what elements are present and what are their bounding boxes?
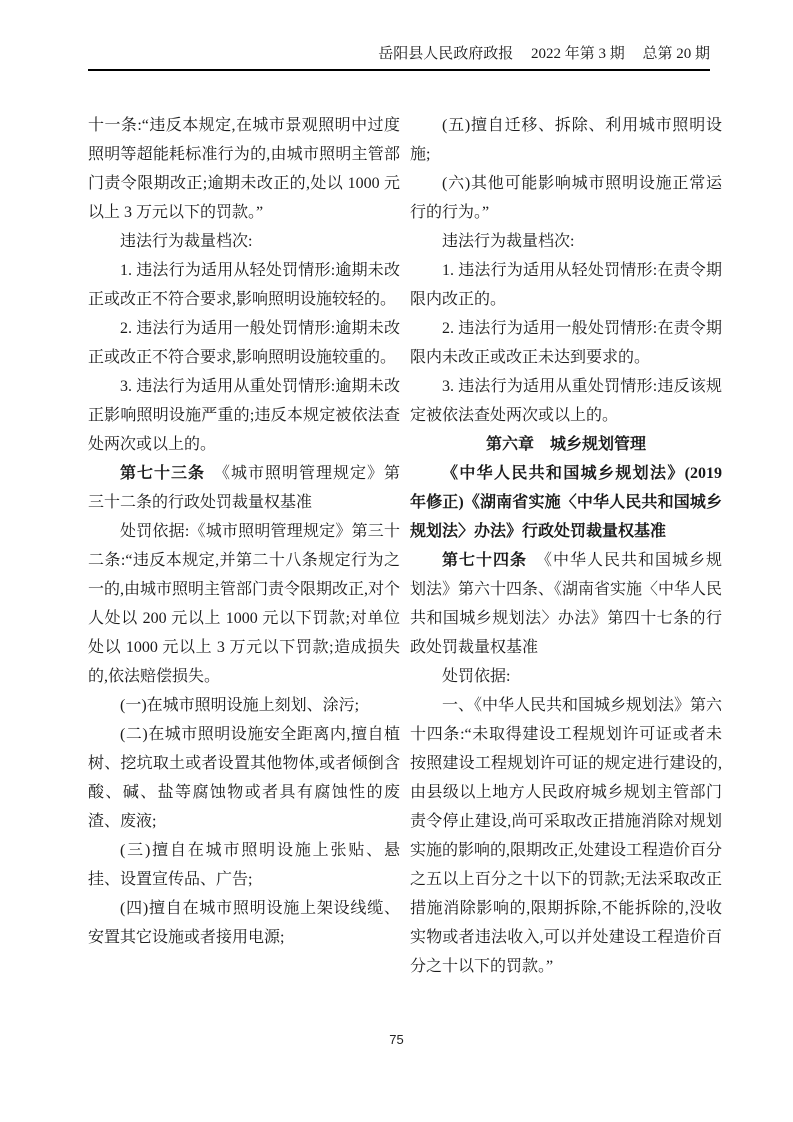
left-column	[88, 111, 400, 981]
paragraph: 3. 违法行为适用从重处罚情形:逾期未改正影响照明设施严重的;违反本规定被依法查处两次或以上的。	[88, 378, 400, 453]
paragraph: 1. 违法行为适用从轻处罚情形:在责令期限内改正的。	[410, 262, 722, 308]
article-number: 第七十三条	[120, 465, 205, 482]
regulation-title-heading: 《中华人民共和国城乡规划法》(2019 年修正)《湖南省实施〈中华人民共和国城乡规划法〉办法》行政处罚裁量权基准	[410, 465, 722, 540]
paragraph: 2. 违法行为适用一般处罚情形:逾期未改正或改正不符合要求,影响照明设施较重的。	[88, 320, 400, 366]
volume-number: 总第 20 期	[642, 46, 710, 62]
journal-title: 岳阳县人民政府政报	[378, 46, 514, 62]
paragraph: 违法行为裁量档次:	[120, 233, 253, 250]
chapter-6-heading: 第六章 城乡规划管理	[485, 436, 646, 453]
paragraph: 一、《中华人民共和国城乡规划法》第六十四条:“未取得建设工程规划许可证或者未按照建设工程规划许可证的规定进行建设的,由县级以上地方人民政府城乡规划主管部门责令停止建设,尚可采取改正措施消除对规划实施的影响的,限期改正,处建设工程造价百分之五以上百分之十以下的罚款;无法采取改正措施消除影响的,限期拆除,不能拆除的,没收实物或者违法收入,可以并处建设工程造价百分之十以下的罚款。”	[410, 697, 723, 975]
paragraph: (三)擅自在城市照明设施上张贴、悬挂、设置宣传品、广告;	[88, 842, 400, 888]
paragraph: (四)擅自在城市照明设施上架设线缆、安置其它设施或者接用电源;	[88, 900, 400, 946]
paragraph: 3. 违法行为适用从重处罚情形:违反该规定被依法查处两次或以上的。	[410, 378, 722, 424]
paragraph: 处罚依据:	[442, 668, 511, 685]
paragraph: (一)在城市照明设施上刻划、涂污;	[120, 697, 360, 714]
paragraph: 1. 违法行为适用从轻处罚情形:逾期未改正或改正不符合要求,影响照明设施较轻的。	[88, 262, 400, 308]
paragraph: (二)在城市照明设施安全距离内,擅自植树、挖坑取土或者设置其他物体,或者倾倒含酸、碱、盐等腐蚀物或者具有腐蚀性的废渣、废液;	[88, 726, 400, 830]
paragraph: 违法行为裁量档次:	[442, 233, 575, 250]
article-number: 第七十四条	[442, 552, 527, 569]
two-column-body	[88, 111, 722, 981]
page-header	[88, 44, 710, 71]
paragraph: 处罚依据:《城市照明管理规定》第三十二条:“违反本规定,并第二十八条规定行为之一的,由城市照明主管部门责令限期改正,对个人处以 200 元以上 1000 元以下罚款;对单位处以 1000 元以上 3 万元以下罚款;造成损失的,依法赔偿损失。	[88, 523, 401, 685]
paragraph: (五)擅自迁移、拆除、利用城市照明设施;	[410, 117, 722, 163]
continuation-paragraph: 十一条:“违反本规定,在城市景观照明中过度照明等超能耗标准行为的,由城市照明主管部门责令限期改正;逾期未改正的,处以 1000 元以上 3 万元以下的罚款。”	[88, 117, 400, 221]
page-number: 75	[389, 1032, 404, 1047]
right-column	[410, 111, 722, 981]
document-page	[88, 0, 722, 1122]
article-74-paragraph: 第七十四条 《中华人民共和国城乡规划法》第六十四条、《湖南省实施〈中华人民共和国城乡规划法〉办法》第四十七条的行政处罚裁量权基准	[410, 552, 723, 656]
paragraph: 2. 违法行为适用一般处罚情形:在责令期限内未改正或改正未达到要求的。	[410, 320, 722, 366]
article-73-paragraph: 第七十三条 《城市照明管理规定》第三十二条的行政处罚裁量权基准	[88, 465, 400, 511]
issue-number: 2022 年第 3 期	[530, 46, 625, 62]
paragraph: (六)其他可能影响城市照明设施正常运行的行为。”	[410, 175, 722, 221]
